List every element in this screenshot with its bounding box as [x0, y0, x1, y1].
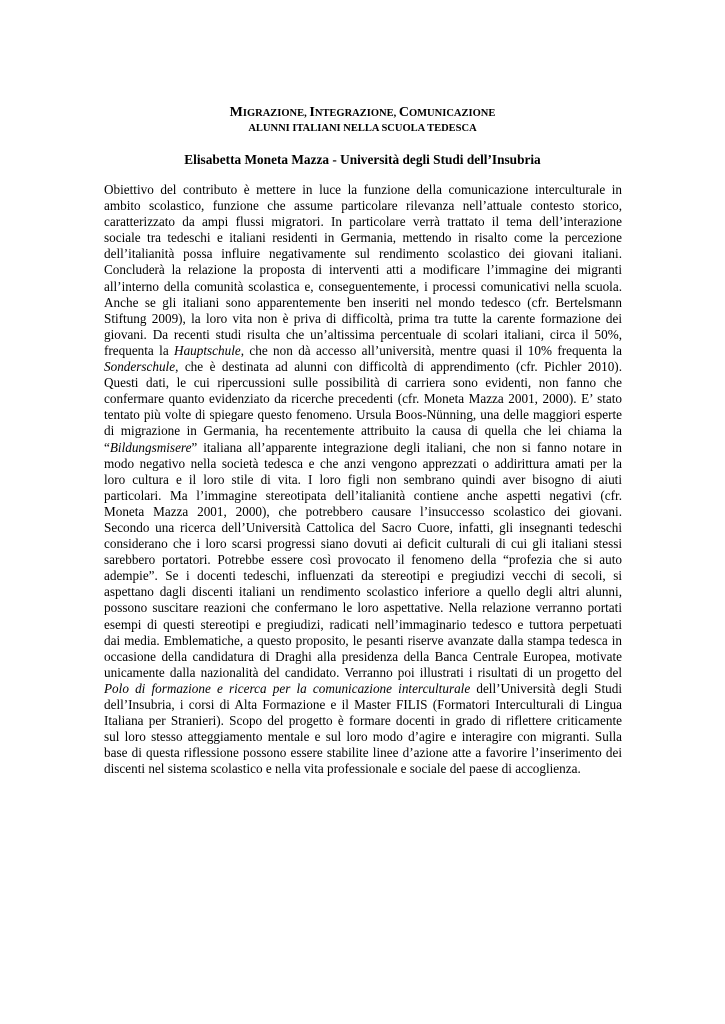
body-line — [104, 375, 622, 391]
body-line — [104, 230, 622, 246]
title-word-migrazione: IGRAZIONE — [242, 108, 305, 119]
line-text: esempi di questi stereotipi e pregiudizi, radicati nell’immaginario tedesco e tuttora perpetuati — [104, 616, 622, 632]
body-line — [104, 697, 622, 713]
title-separator: , — [304, 108, 310, 119]
title-word-comunicazione: OMUNICAZIONE — [408, 108, 496, 119]
line-text: aspettano dagli discenti italiani un rendimento scolastico inferiore a quello degli altri alunni, — [104, 584, 622, 600]
line-text: sarebbero portatori. Potrebbe essere così provocato il fenomeno della “profezia che si auto — [104, 552, 622, 568]
body-line — [104, 391, 622, 407]
line-text: Anche se gli italiani sono apparentemente ben inseriti nel mondo tedesco (cfr. Bertelsmann — [104, 294, 622, 310]
line-text: modo negativo nella società tedesca e che anzi vengono apprezzati o addirittura amati per la — [104, 455, 622, 471]
body-line — [104, 584, 622, 600]
body-line — [104, 198, 622, 214]
line-text: particolari. Ma l’immagine stereotipata dell’italianità contiene anche aspetti negativi (cfr. — [104, 487, 622, 503]
body-line — [104, 681, 622, 697]
line-text: dell’Insubria, i corsi di Alta Formazione e il Master FILIS (Formatori Interculturali di Lingua — [104, 697, 622, 712]
line-text: giovani. Da recenti studi risulta che un’altissima percentuale di scolari italiani, circa il 50%, — [104, 326, 622, 342]
document-subtitle: ALUNNI ITALIANI NELLA SCUOLA TEDESCA — [248, 123, 477, 134]
author-line: Elisabetta Moneta Mazza - Università degli Studi dell’Insubria — [184, 152, 541, 167]
body-line — [104, 279, 622, 295]
body-line — [104, 472, 622, 488]
line-text: caratterizzato da ampi flussi migratori. In particolare verrà trattato il tema dell’interazione — [104, 214, 622, 230]
body-line — [104, 488, 622, 504]
body-line — [104, 423, 622, 439]
body-line — [104, 745, 622, 761]
body-line — [104, 504, 622, 520]
line-text: unicamente dalla nazionalità del candidato. Verranno poi illustrati i risultati di un progetto del — [104, 664, 622, 680]
body-line — [104, 295, 622, 311]
body-line — [104, 246, 622, 262]
body-line — [104, 536, 622, 552]
line-text: Italiana per Stranieri). Scopo del progetto è formare docenti in grado di riflettere criticamente — [104, 713, 622, 729]
line-text: dell’Università degli Studi — [470, 680, 622, 696]
title-initial-m: M — [229, 105, 243, 120]
body-line — [104, 713, 622, 729]
italic-term: Polo di formazione e ricerca per la comunicazione interculturale — [104, 680, 471, 696]
line-text: frequenta la — [104, 342, 175, 358]
line-text: all’interno della comunità scolastica e, conseguentemente, i processi comunicativi nella scuola. — [104, 278, 622, 294]
line-text: discenti nel sistema scolastico e nella vita professionale e sociale del paese di accoglienza. — [104, 761, 581, 777]
body-line — [104, 633, 622, 649]
title-word-integrazione: NTEGRAZIONE — [314, 108, 394, 119]
body-line — [104, 407, 622, 423]
title-initial-c: C — [398, 105, 409, 120]
line-text: ” italiana all’apparente integrazione degli italiani, che non si fanno notare in — [191, 439, 622, 455]
line-text: dell’italianità possa influire negativamente sul rendimento scolastico dei giovani italiani. — [104, 246, 622, 262]
body-line — [104, 600, 622, 616]
document-title — [0, 104, 725, 122]
body-line — [104, 520, 622, 536]
line-text: Obiettivo del contributo è mettere in luce la funzione della comunicazione interculturale in — [104, 182, 622, 197]
body-line — [104, 649, 622, 665]
italic-term: Bildungsmisere — [109, 439, 192, 455]
body-line — [104, 262, 622, 278]
italic-term: Hauptschule — [174, 342, 241, 358]
line-text: occasione della candidatura di Draghi alla presidenza della Banca Centrale Europea, motivate — [104, 648, 622, 664]
line-text: Questi dati, le cui ripercussioni sulle possibilità di carriera sono evidenti, non fanno che — [104, 375, 622, 391]
body-line — [104, 182, 622, 198]
line-text: possono suscitare reazioni che confermano le loro aspettative. Nella relazione verranno portati — [104, 600, 622, 616]
title-initial-i: I — [309, 105, 315, 120]
line-text: loro cultura e il loro stile di vita. I loro figli non sembrano quindi aver bisogno di aiuti — [104, 471, 622, 487]
italic-term: Sonderschule — [104, 359, 176, 375]
line-text: Secondo una ricerca dell’Università Cattolica del Sacro Cuore, infatti, gli insegnanti tedeschi — [104, 519, 622, 535]
body-line — [104, 456, 622, 472]
body-line — [104, 359, 622, 375]
line-text: sul loro stesso atteggiamento mentale e sul loro modo d’agire e interagire con migranti. Sulla — [104, 729, 622, 745]
body-line — [104, 214, 622, 230]
line-text: sociale tra tedeschi e italiani residenti in Germania, mettendo in risalto come la percezione — [104, 230, 622, 246]
body-line — [104, 552, 622, 568]
line-text: considerano che i loro scarsi progressi siano dovuti ai deficit culturali di cui gli italiani stessi — [104, 536, 622, 552]
line-text: Moneta Mazza 2001, 2000), che potrebbero causare l’insuccesso scolastico dei giovani. — [104, 503, 622, 519]
body-line — [104, 761, 622, 777]
line-text: confermare quanto evidenziato da ricerche precedenti (cfr. Moneta Mazza 2001, 2000). E’ stato — [104, 391, 622, 407]
line-text: Concluderà la relazione la proposta di interventi atti a modificare l’immagine dei migranti — [104, 262, 622, 278]
abstract-body — [104, 182, 622, 777]
line-text: base di questa riflessione possono essere stabilite linee d’azione atte a favorire l’inserimento dei — [104, 745, 622, 761]
body-line — [104, 729, 622, 745]
line-text: ambito scolastico, funzione che assume particolare rilevanza nell’attuale contesto storico, — [104, 198, 622, 214]
body-line — [104, 327, 622, 343]
body-line — [104, 617, 622, 633]
body-line — [104, 568, 622, 584]
line-text: , che è destinata ad alunni con difficoltà di apprendimento (cfr. Pichler 2010). — [175, 359, 622, 375]
title-separator: , — [393, 108, 399, 119]
body-line — [104, 440, 622, 456]
body-line — [104, 665, 622, 681]
body-line — [104, 311, 622, 327]
line-text: “ — [104, 439, 110, 455]
body-line — [104, 343, 622, 359]
line-text: di migrazione in Germania, ha recentemente attribuito la causa di quella che lei chiama la — [104, 423, 622, 439]
line-text: dai media. Emblematiche, a questo proposito, le pesanti riserve avanzate dalla stampa tedesca in — [104, 632, 622, 648]
line-text: adempie”. Se i docenti tedeschi, influenzati da stereotipi e pregiudizi vecchi di secoli, si — [104, 568, 622, 584]
line-text: Stiftung 2009), la loro vita non è priva di difficoltà, prima tra tutte la carente formazione dei — [104, 310, 622, 326]
line-text: tentato più volte di spiegare questo fenomeno. Ursula Boos-Nünning, una delle maggiori esperte — [104, 407, 622, 423]
line-text: , che non dà accesso all’università, mentre quasi il 10% frequenta la — [240, 342, 622, 358]
